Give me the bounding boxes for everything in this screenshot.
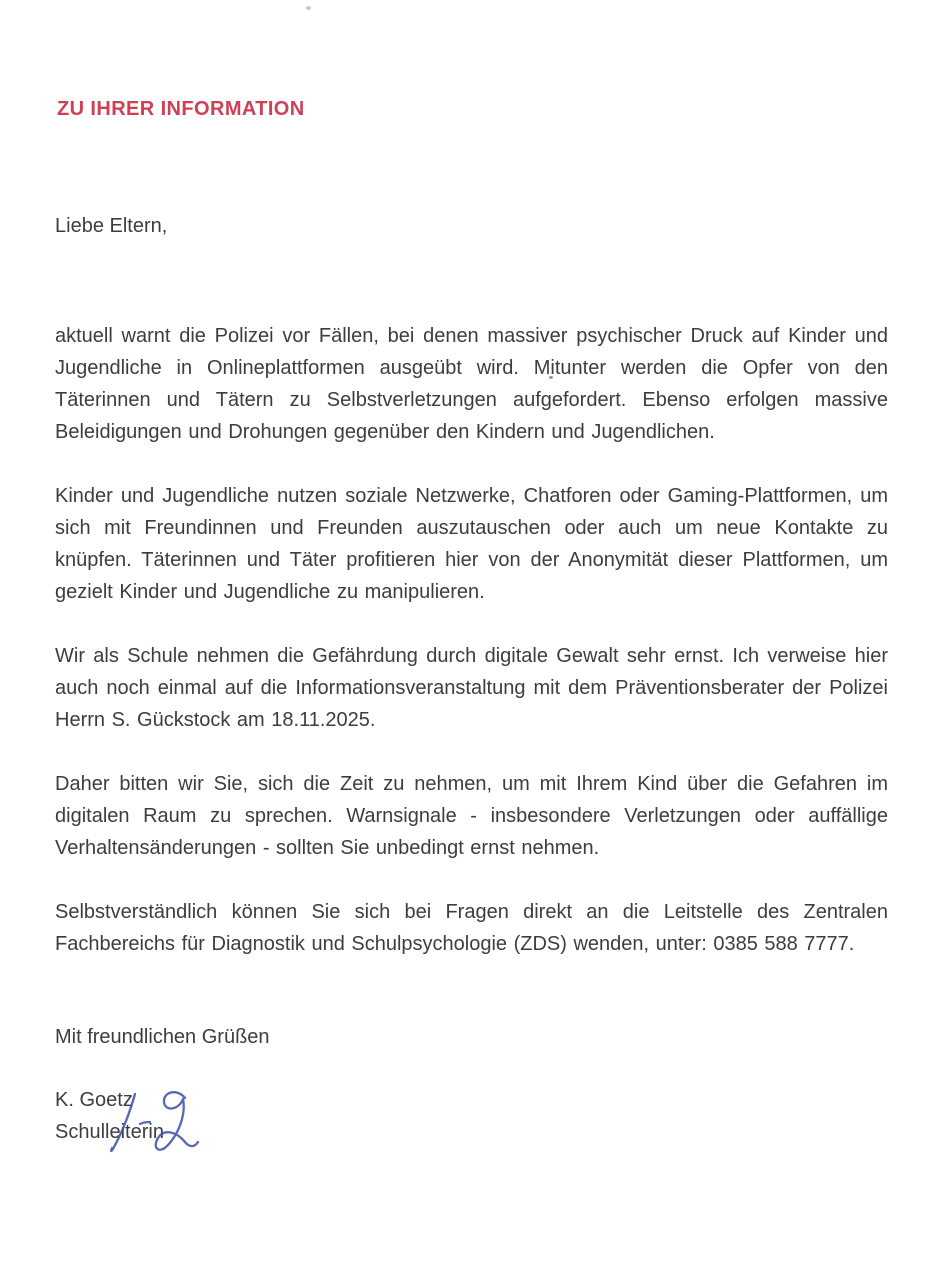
paragraph-police-warning: aktuell warnt die Polizei vor Fällen, bei denen massiver psychischer Druck auf Kinder und Jugendliche in Onlineplattformen ausgeübt wird. Mitunter werden die Opfer von den Täterinnen und Tätern zu Selbstverletzungen aufgefordert. Ebenso erfolgen massive Beleidigungen und Drohungen gegenüber den Kindern und Jugendlichen. [55,325,888,443]
paragraph-school-response: Wir als Schule nehmen die Gefährdung durch digitale Gewalt sehr ernst. Ich verweise hier auch noch einmal auf die Informationsveranstaltung mit dem Präventionsberater der Polizei Herrn S. Gückstock am 18.11.2025. [55,645,888,731]
paragraphs-block [55,320,888,960]
salutation: Liebe Eltern, [55,215,168,237]
paragraph-contact-info: Selbstverständlich können Sie sich bei Fragen direkt an die Leitstelle des Zentralen Fachbereichs für Diagnostik und Schulpsychologie (ZDS) wenden, unter: 0385 588 7777. [55,901,888,955]
signatory-role: Schulleiterin [55,1121,164,1143]
paragraph-parent-request: Daher bitten wir Sie, sich die Zeit zu nehmen, um mit Ihrem Kind über die Gefahren im digitalen Raum zu sprechen. Warnsignale - insbesondere Verletzungen oder auffällige Verhaltensänderungen - sollten Sie unbedingt ernst nehmen. [55,773,888,859]
signatory-name: K. Goetz [55,1089,133,1111]
notice-heading: ZU IHRER INFORMATION [57,98,305,120]
paragraph-social-networks: Kinder und Jugendliche nutzen soziale Netzwerke, Chatforen oder Gaming-Plattformen, um sich mit Freundinnen und Freunden auszutauschen oder auch um neue Kontakte zu knüpfen. Täterinnen und Täter profitieren hier von der Anonymität dieser Plattformen, um gezielt Kinder und Jugendliche zu manipulieren. [55,485,888,603]
letter-body [55,0,888,1145]
closing-salutation: Mit freundlichen Grüßen [55,1026,270,1048]
